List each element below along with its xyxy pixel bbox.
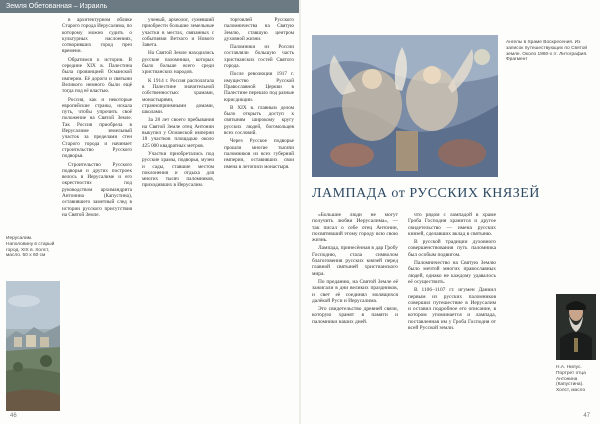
angels-painting-art bbox=[312, 35, 498, 177]
page-gutter bbox=[299, 0, 301, 424]
text-column-4 bbox=[312, 212, 398, 410]
paragraph: что рядом с лампадой в храме Гроба Господня хранится и другое свидетельство — имена русских князей, сделавших вклад в святыню. bbox=[408, 212, 496, 237]
paragraph: После революции 1917 г. имущество Русской Православной Церкви в Палестине перешло под разные юрисдикции. bbox=[224, 71, 294, 103]
paragraph: В 1106–1107 гг. игумен Даниил первым из русских паломников совершил путешествие в Иерусалим и оставил подробное его описание, в котором упоминается и лампада, поставленная им у Гроба Господня от всей Русской земли. bbox=[408, 287, 496, 332]
text-column-5 bbox=[408, 212, 496, 410]
jerusalem-painting-art bbox=[6, 281, 60, 411]
paragraph: ученый, археолог, сумевший приобрести большие земельные участки в местах, связанных с событиями Ветхого и Нового Завета. bbox=[142, 17, 214, 49]
page-number-left: 46 bbox=[10, 413, 17, 419]
paragraph: Россия, как и некоторые европейские страны, искала путь, чтобы упрочить своё положение на Святой Земле. Так Россия приобрела в Иерусалиме земельный участок за пределами стен Старого города и начинает строительство Русского подворья. bbox=[62, 96, 132, 160]
paragraph: За 28 лет своего пребывания на Святой Земле отец Антонин выкупил у Османской империи 18 участков площадью около 425 000 квадратных метров. bbox=[142, 117, 214, 149]
paragraph: Паломники из России составляли большую часть христианских гостей Святого города. bbox=[224, 44, 294, 70]
text-column-2 bbox=[142, 17, 214, 412]
paragraph: торговлей Русского паломничества на Святую Землю, ставшую центром духовной жизни. bbox=[224, 17, 294, 42]
paragraph: Лампада, принесённая в дар Гробу Господню, стала символом благоговения русских князей перед главной святыней христианского мира. bbox=[312, 245, 398, 277]
angels-painting bbox=[312, 35, 498, 177]
paragraph: В русской традиции духовного совершенствования путь паломника был особым подвигом. bbox=[408, 239, 496, 258]
paragraph: Участки приобретались под русские храмы, подворья, музеи и сады, ставшие местом поклонения и отдыха для многих тысяч паломников, приходивших в Иерусалим. bbox=[142, 150, 214, 189]
paragraph: В XIX в. главным делом было открыть доступ к святыням широкому кругу русских людей, богомольцев всех сословий. bbox=[224, 104, 294, 137]
left-painting-caption: Иерусалим. Наполовину в старый город. XIX в. Холст, масло. 50 х 60 см bbox=[6, 236, 55, 259]
paragraph: в архитектурном облике Старого города Иерусалима, по которому можно судить о культурных наслоениях, сотворивших город през времени. bbox=[62, 17, 132, 55]
paragraph: Обратимся к истории. В середине XIX в. Палестина была провинцией Османской империи. Её дороги и святыни Великого немного были ещё тогда под её властью. bbox=[62, 56, 132, 95]
antonin-portrait-art bbox=[556, 294, 596, 360]
running-header bbox=[0, 0, 299, 13]
paragraph: Паломничество на Святую Землю было мечтой многих православных людей, однако не каждому удавалось её осуществить. bbox=[408, 260, 496, 285]
paragraph: К 1914 г. Россия располагала в Палестине значительной собственностью: храмами, монастырями, странноприимными домами, школами. bbox=[142, 77, 214, 116]
jerusalem-painting bbox=[6, 281, 60, 411]
article-title: ЛАМПАДА от РУССКИХ КНЯЗЕЙ bbox=[312, 186, 540, 201]
paragraph: «Большие люди не могут получить любви Иерусалима», — так писал о себе отец Антонин, посвятивший этому городу всю свою жизнь. bbox=[312, 212, 398, 244]
paragraph: Это свидетельство древней связи, которую хранят в памяти и паломники наших дней. bbox=[312, 306, 398, 325]
paragraph: Через Русское подворье прошли многие тысячи паломников из всех губерний империи, оставивших свои имена в летописи монастыря. bbox=[224, 138, 294, 170]
portrait-caption: Н.А. Нилус. Портрет отца Антонина (Капустина). Холст, масло bbox=[556, 365, 586, 394]
antonin-portrait bbox=[556, 294, 596, 360]
running-title: Земля Обетованная – Израиль bbox=[6, 3, 108, 10]
right-painting-caption: Ангелы в Храме Воскресения. Из записок путешествующих по Святой земле. Около 1860-х гг. Литография. Фрагмент bbox=[506, 40, 588, 63]
paragraph: На Святой Земле находились русские паломники, которых было больше всего среди христианских народов. bbox=[142, 50, 214, 76]
paragraph: Строительство Русского подворья и других построек велось в Иерусалиме и его окрестностях под руководством архимандрита Антонина (Капустина), оставившего заметный след в истории русского присутствия на Святой Земле. bbox=[62, 161, 132, 218]
paragraph: По преданию, на Святой Земле её зажигали в дни великих праздников, и свет её соединял молящихся далёкой Руси и Иерусалима. bbox=[312, 278, 398, 304]
text-column-1 bbox=[62, 17, 132, 412]
page-number-right: 47 bbox=[583, 413, 590, 419]
text-column-3 bbox=[224, 17, 294, 412]
